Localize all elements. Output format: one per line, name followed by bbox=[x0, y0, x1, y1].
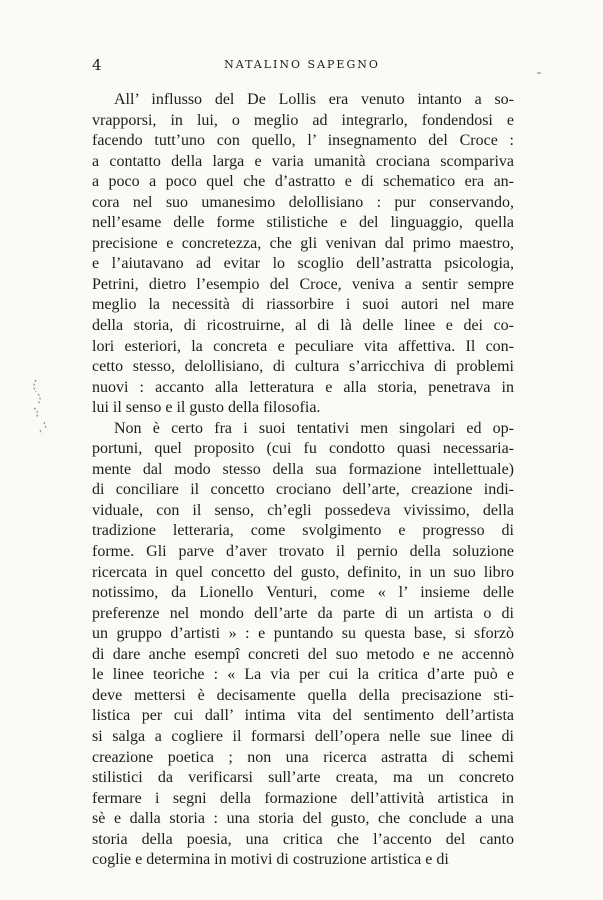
text-line: creazione poetica ; non una ricerca astratta di schemi bbox=[92, 748, 514, 766]
text-line: sè e dalla storia : una storia del gusto, che conclude a una bbox=[92, 810, 514, 828]
page-header bbox=[92, 56, 512, 76]
text-line: un gruppo d’artisti » : e puntando su questa base, si sforzò bbox=[92, 625, 514, 643]
text-line: e l’aiutavano ad evitar lo scoglio dell’astratta psicologia, bbox=[92, 255, 514, 273]
text-line: portuni, quel proposito (cui fu condotto quasi necessaria- bbox=[92, 440, 514, 458]
text-line: di conciliare il concetto crociano dell’arte, creazione indi- bbox=[92, 481, 514, 499]
page-number: 4 bbox=[92, 56, 102, 74]
text-line: precisione e concretezza, che gli venivan dal primo maestro, bbox=[92, 234, 514, 252]
text-line: deve mettersi è decisamente quella della precisazione sti- bbox=[92, 686, 514, 704]
text-line: mente dal modo stesso della sua formazione intellettuale) bbox=[92, 460, 514, 478]
text-line: vrapporsi, in lui, o meglio ad integrarlo, fondendosi e bbox=[92, 111, 514, 129]
text-line: a contatto della larga e varia umanità crociana scompariva bbox=[92, 152, 514, 170]
text-line: storia della poesia, una critica che l’accento del canto bbox=[92, 830, 514, 848]
text-line: ricercata in quel concetto del gusto, definito, in un suo libro bbox=[92, 563, 514, 581]
text-line: cetto stesso, delollisiano, di cultura s’arricchiva di problemi bbox=[92, 358, 514, 376]
text-line: stilistici da verificarsi sull’arte creata, ma un concreto bbox=[92, 769, 514, 787]
text-line: lui il senso e il gusto della filosofia. bbox=[92, 399, 321, 417]
text-line: Non è certo fra i suoi tentativi men singolari ed op- bbox=[114, 419, 514, 437]
text-line: facendo tutt’uno con quello, l’ insegnamento del Croce : bbox=[92, 132, 514, 150]
text-line: listica per cui dall’ intima vita del sentimento dell’artista bbox=[92, 707, 514, 725]
text-line: nell’esame delle forme stilistiche e del linguaggio, quella bbox=[92, 214, 514, 232]
text-line: di dare anche esempî concreti del suo metodo e ne accennò bbox=[92, 645, 514, 663]
text-line: coglie e determina in motivi di costruzione artistica e di bbox=[92, 851, 449, 869]
text-line: notissimo, da Lionello Venturi, come « l’ insieme delle bbox=[92, 584, 514, 602]
text-line: della storia, di ricostruirne, al di là delle linee e dei co- bbox=[92, 317, 514, 335]
margin-annotation-mark bbox=[30, 378, 52, 436]
text-line: cora nel suo umanesimo delollisiano : pur conservando, bbox=[92, 193, 514, 211]
text-line: preferenze nel mondo dell’arte da parte di un artista o di bbox=[92, 604, 514, 622]
text-line: viduale, con il senso, ch’egli possedeva vivissimo, della bbox=[92, 501, 514, 519]
text-line: tradizione letteraria, come svolgimento e progresso di bbox=[92, 522, 514, 540]
text-line: a poco a poco quel che d’astratto e di schematico era an- bbox=[92, 173, 514, 191]
scan-speck bbox=[537, 72, 541, 74]
text-line: forme. Gli parve d’aver trovato il pernio della soluzione bbox=[92, 543, 514, 561]
running-title: NATALINO SAPEGNO bbox=[224, 58, 380, 71]
text-line: si salga a cogliere il formarsi dell’opera nelle sue linee di bbox=[92, 727, 514, 745]
text-line: lori esteriori, la concreta e peculiare vita affettiva. Il con- bbox=[92, 337, 514, 355]
text-line: All’ influsso del De Lollis era venuto intanto a so- bbox=[114, 91, 514, 108]
text-line: meglio la necessità di riassorbire i suoi autori nel mare bbox=[92, 296, 514, 314]
text-line: le linee teoriche : « La via per cui la critica d’arte può e bbox=[92, 666, 514, 684]
text-line: fermare i segni della formazione dell’attività artistica in bbox=[92, 789, 514, 807]
body-text bbox=[92, 90, 514, 871]
text-line: nuovi : accanto alla letteratura e alla storia, penetrava in bbox=[92, 378, 514, 396]
text-line: Petrini, dietro l’esempio del Croce, veniva a sentir sempre bbox=[92, 275, 514, 293]
